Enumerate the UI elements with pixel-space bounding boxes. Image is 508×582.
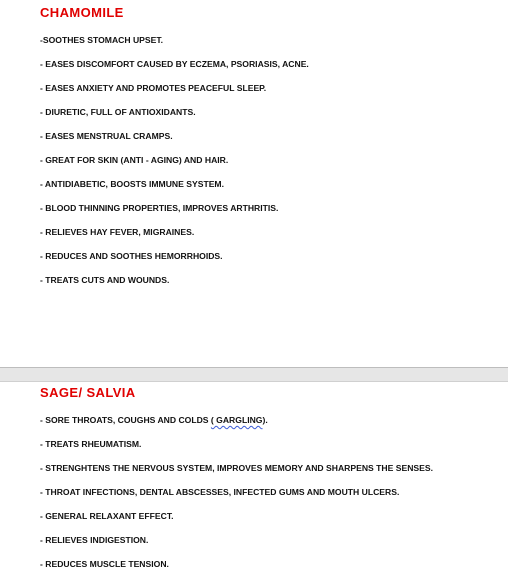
chamomile-benefits-list bbox=[40, 34, 309, 298]
list-item: - THROAT INFECTIONS, DENTAL ABSCESSES, INFECTED GUMS AND MOUTH ULCERS. bbox=[40, 487, 400, 497]
list-item: - GREAT FOR SKIN (ANTI - AGING) AND HAIR. bbox=[40, 155, 229, 165]
list-item: - REDUCES AND SOOTHES HEMORRHOIDS. bbox=[40, 251, 223, 261]
list-item: - EASES MENSTRUAL CRAMPS. bbox=[40, 131, 173, 141]
list-item: - DIURETIC, FULL OF ANTIOXIDANTS. bbox=[40, 107, 196, 117]
list-item: - EASES ANXIETY AND PROMOTES PEACEFUL SLEEP. bbox=[40, 83, 267, 93]
list-item: - RELIEVES INDIGESTION. bbox=[40, 535, 149, 545]
page-break-separator bbox=[0, 367, 508, 382]
list-item: - TREATS CUTS AND WOUNDS. bbox=[40, 275, 170, 285]
list-item: - GENERAL RELAXANT EFFECT. bbox=[40, 511, 174, 521]
list-item-text: ). bbox=[262, 415, 268, 425]
list-item-text: - SORE THROATS, COUGHS AND COLDS bbox=[40, 415, 211, 425]
section-heading-chamomile: CHAMOMILE bbox=[40, 5, 124, 20]
list-item: - TREATS RHEUMATISM. bbox=[40, 439, 142, 449]
list-item: - RELIEVES HAY FEVER, MIGRAINES. bbox=[40, 227, 195, 237]
list-item: -SOOTHES STOMACH UPSET. bbox=[40, 35, 164, 45]
list-item: - BLOOD THINNING PROPERTIES, IMPROVES ARTHRITIS. bbox=[40, 203, 279, 213]
list-item: - REDUCES MUSCLE TENSION. bbox=[40, 559, 169, 569]
sage-benefits-list bbox=[40, 414, 433, 582]
list-item: - EASES DISCOMFORT CAUSED BY ECZEMA, PSORIASIS, ACNE. bbox=[40, 59, 309, 69]
spelling-marked-text[interactable]: ( GARGLING bbox=[210, 415, 263, 425]
list-item bbox=[40, 414, 433, 438]
list-item: - STRENGHTENS THE NERVOUS SYSTEM, IMPROVES MEMORY AND SHARPENS THE SENSES. bbox=[40, 463, 433, 473]
section-heading-sage: SAGE/ SALVIA bbox=[40, 385, 136, 400]
list-item: - ANTIDIABETIC, BOOSTS IMMUNE SYSTEM. bbox=[40, 179, 224, 189]
document-page-2 bbox=[0, 382, 508, 575]
